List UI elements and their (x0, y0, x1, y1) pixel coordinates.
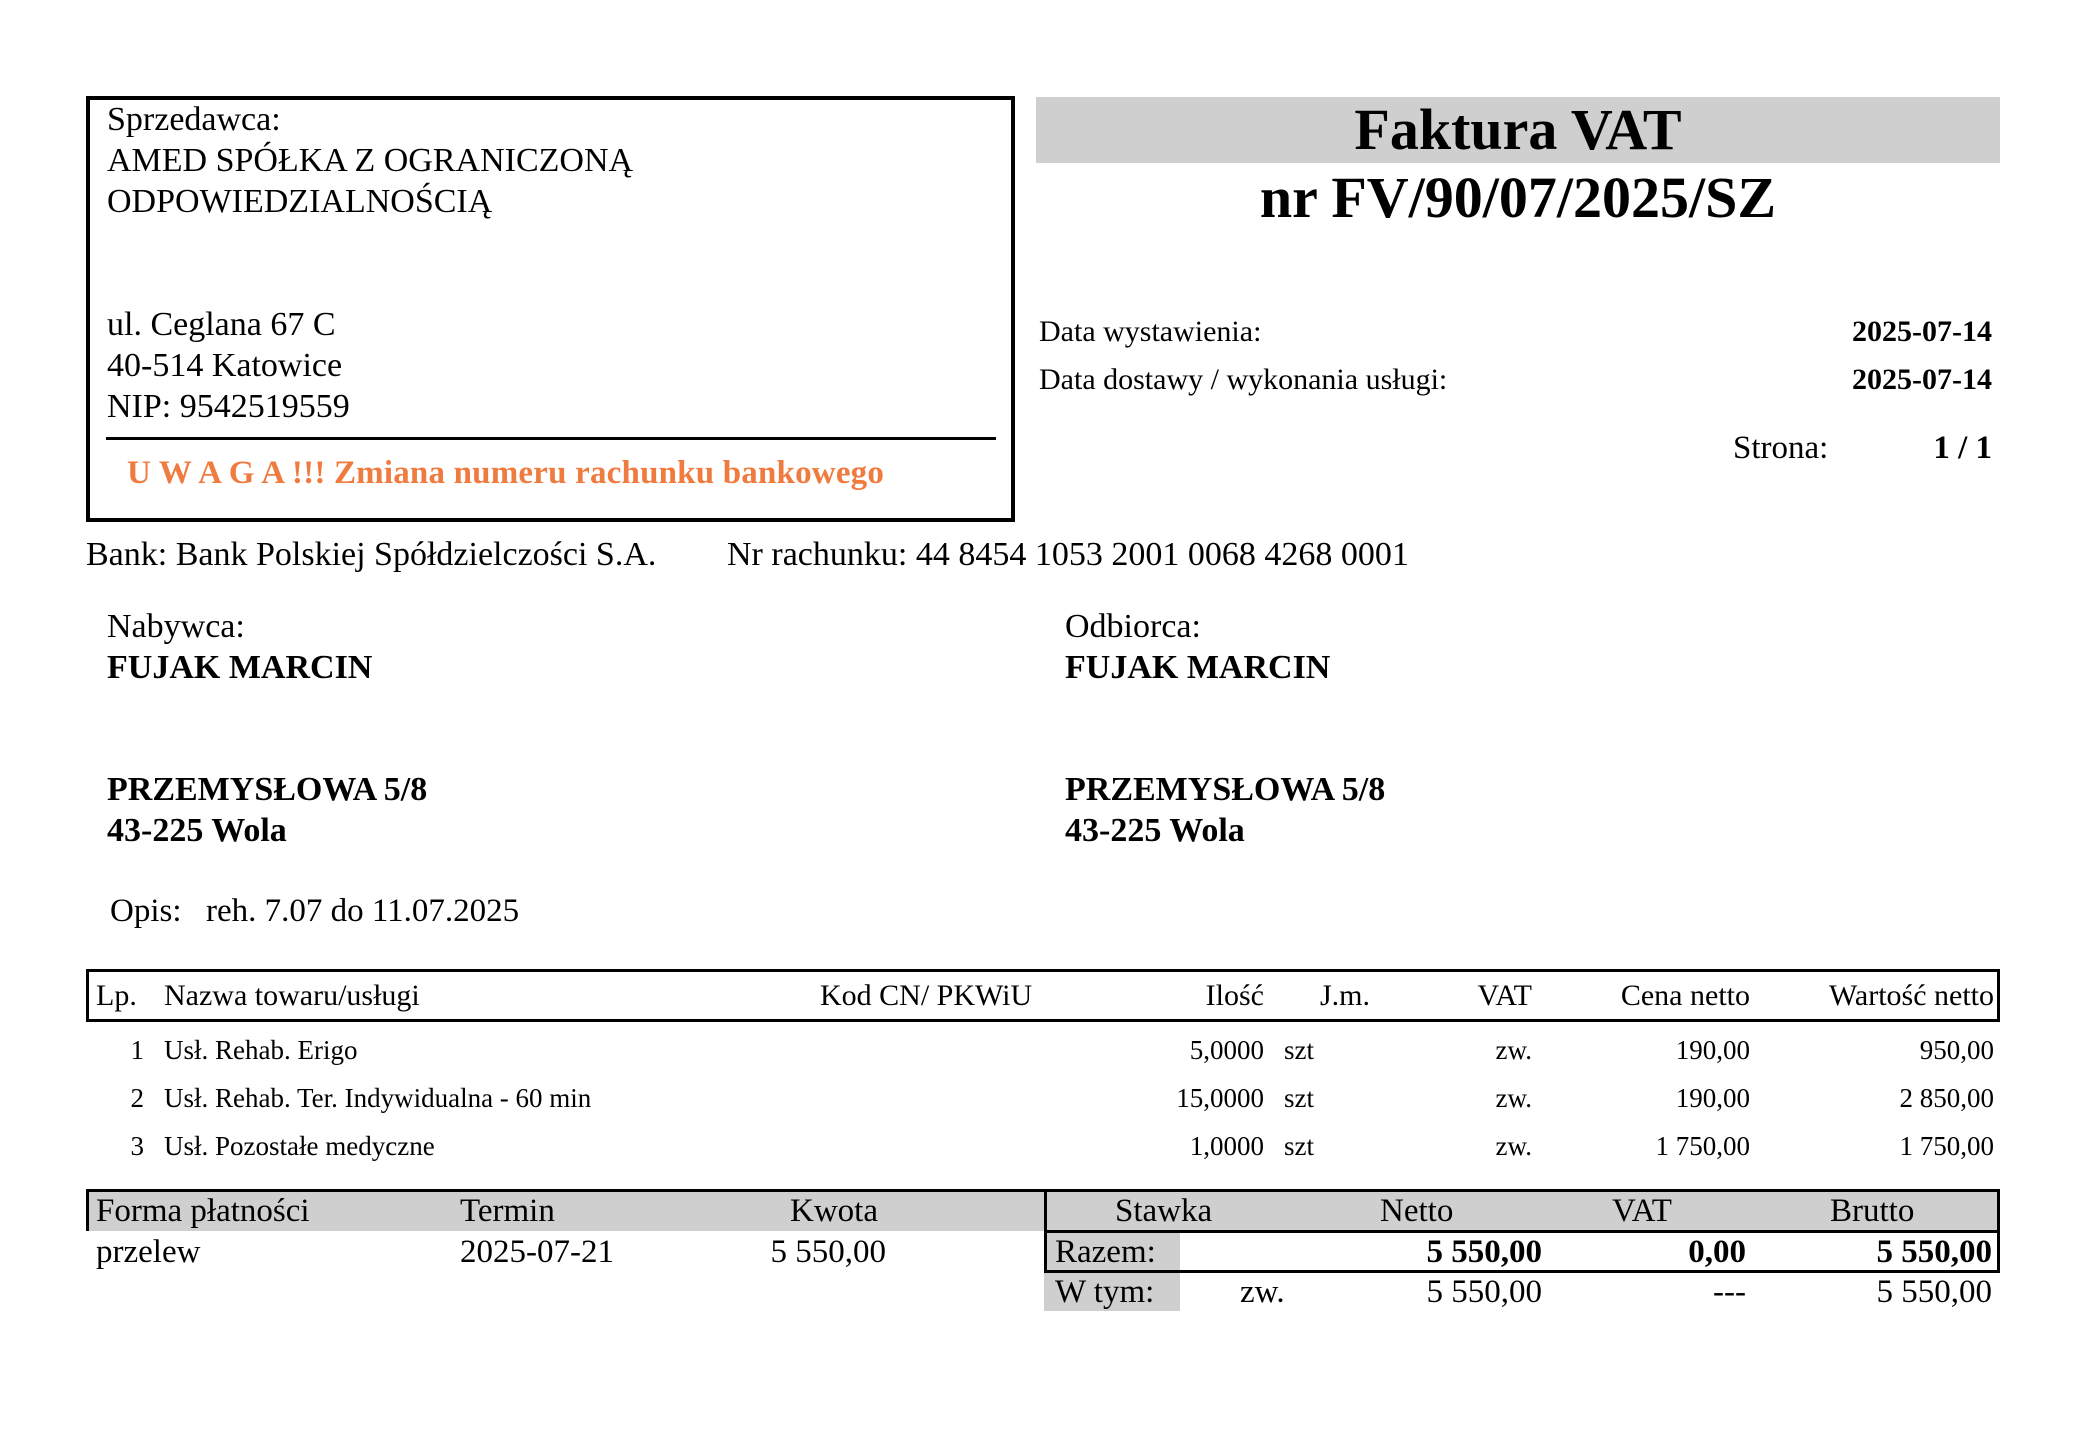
summary-total-gross: 5 550,00 (1876, 1234, 1992, 1270)
payment-header-edge (86, 1189, 89, 1231)
recipient-city: 43-225 Wola (1065, 812, 1245, 849)
payment-due-header: Termin (460, 1193, 555, 1229)
row-value: 2 850,00 (1899, 1083, 1994, 1113)
col-header-name: Nazwa towaru/usługi (164, 979, 420, 1012)
seller-street: ul. Ceglana 67 C (107, 306, 336, 343)
row-unit: szt (1284, 1083, 1314, 1113)
issue-date-value: 2025-07-14 (1852, 315, 1992, 348)
col-header-unit: J.m. (1320, 979, 1371, 1012)
row-lp: 3 (130, 1131, 144, 1161)
seller-label: Sprzedawca: (107, 101, 281, 138)
row-price: 190,00 (1675, 1035, 1750, 1065)
row-lp: 1 (130, 1035, 144, 1065)
payment-method-value: przelew (96, 1234, 201, 1270)
row-lp: 2 (130, 1083, 144, 1113)
col-header-qty: Ilość (1205, 979, 1264, 1012)
bank-account: Nr rachunku: 44 8454 1053 2001 0068 4268 0001 (727, 536, 1409, 573)
delivery-date-label: Data dostawy / wykonania usługi: (1039, 363, 1448, 396)
page-value: 1 / 1 (1933, 430, 1992, 466)
page-label: Strona: (1733, 430, 1829, 466)
row-name: Usł. Rehab. Erigo (164, 1035, 358, 1065)
payment-method-header: Forma płatności (96, 1193, 310, 1229)
row-value: 950,00 (1919, 1035, 1994, 1065)
summary-including-rate: zw. (1240, 1274, 1285, 1310)
buyer-label: Nabywca: (107, 608, 245, 645)
seller-nip: NIP: 9542519559 (107, 388, 350, 425)
summary-total-net: 5 550,00 (1426, 1234, 1542, 1270)
buyer-city: 43-225 Wola (107, 812, 287, 849)
seller-name-line2: ODPOWIEDZIALNOŚCIĄ (107, 183, 493, 220)
summary-total-vat: 0,00 (1688, 1234, 1746, 1270)
description-text: reh. 7.07 do 11.07.2025 (206, 893, 520, 929)
row-qty: 15,0000 (1176, 1083, 1264, 1113)
invoice-title: Faktura VAT (1354, 97, 1682, 162)
payment-due-value: 2025-07-21 (460, 1234, 614, 1270)
issue-date-label: Data wystawienia: (1039, 315, 1262, 348)
row-vat: zw. (1495, 1083, 1532, 1113)
col-header-value: Wartość netto (1828, 979, 1994, 1012)
summary-including-vat: --- (1713, 1274, 1746, 1310)
row-vat: zw. (1495, 1035, 1532, 1065)
recipient-label: Odbiorca: (1065, 608, 1201, 645)
buyer-name: FUJAK MARCIN (107, 649, 373, 686)
summary-net-header: Netto (1380, 1193, 1454, 1229)
seller-divider (106, 437, 996, 440)
recipient-name: FUJAK MARCIN (1065, 649, 1331, 686)
summary-including-net: 5 550,00 (1426, 1274, 1542, 1310)
row-qty: 5,0000 (1189, 1035, 1264, 1065)
seller-city: 40-514 Katowice (107, 347, 343, 384)
row-value: 1 750,00 (1899, 1131, 1994, 1161)
summary-including-label: W tym: (1055, 1274, 1155, 1310)
buyer-street: PRZEMYSŁOWA 5/8 (107, 771, 428, 808)
description-label: Opis: (110, 893, 182, 929)
summary-including-gross: 5 550,00 (1876, 1274, 1992, 1310)
invoice-number: nr FV/90/07/2025/SZ (1259, 165, 1777, 230)
summary-gross-header: Brutto (1830, 1193, 1915, 1229)
summary-vat-header: VAT (1612, 1193, 1672, 1229)
col-header-code: Kod CN/ PKWiU (820, 979, 1033, 1012)
col-header-price: Cena netto (1620, 979, 1750, 1012)
bank-change-warning: U W A G A !!! Zmiana numeru rachunku bankowego (127, 455, 885, 491)
payment-amount-header: Kwota (790, 1193, 878, 1229)
summary-rate-header: Stawka (1115, 1193, 1213, 1229)
payment-amount-value: 5 550,00 (770, 1234, 886, 1270)
row-name: Usł. Pozostałe medyczne (164, 1131, 435, 1161)
delivery-date-value: 2025-07-14 (1852, 363, 1992, 396)
seller-name-line1: AMED SPÓŁKA Z OGRANICZONĄ (107, 142, 634, 179)
row-vat: zw. (1495, 1131, 1532, 1161)
col-header-lp: Lp. (96, 979, 137, 1012)
row-qty: 1,0000 (1189, 1131, 1264, 1161)
row-unit: szt (1284, 1131, 1314, 1161)
row-price: 190,00 (1675, 1083, 1750, 1113)
row-unit: szt (1284, 1035, 1314, 1065)
recipient-street: PRZEMYSŁOWA 5/8 (1065, 771, 1386, 808)
col-header-vat: VAT (1477, 979, 1532, 1012)
row-price: 1 750,00 (1655, 1131, 1750, 1161)
row-name: Usł. Rehab. Ter. Indywidualna - 60 min (164, 1083, 592, 1113)
bank-name: Bank: Bank Polskiej Spółdzielczości S.A. (86, 536, 657, 573)
summary-total-label: Razem: (1055, 1234, 1156, 1270)
